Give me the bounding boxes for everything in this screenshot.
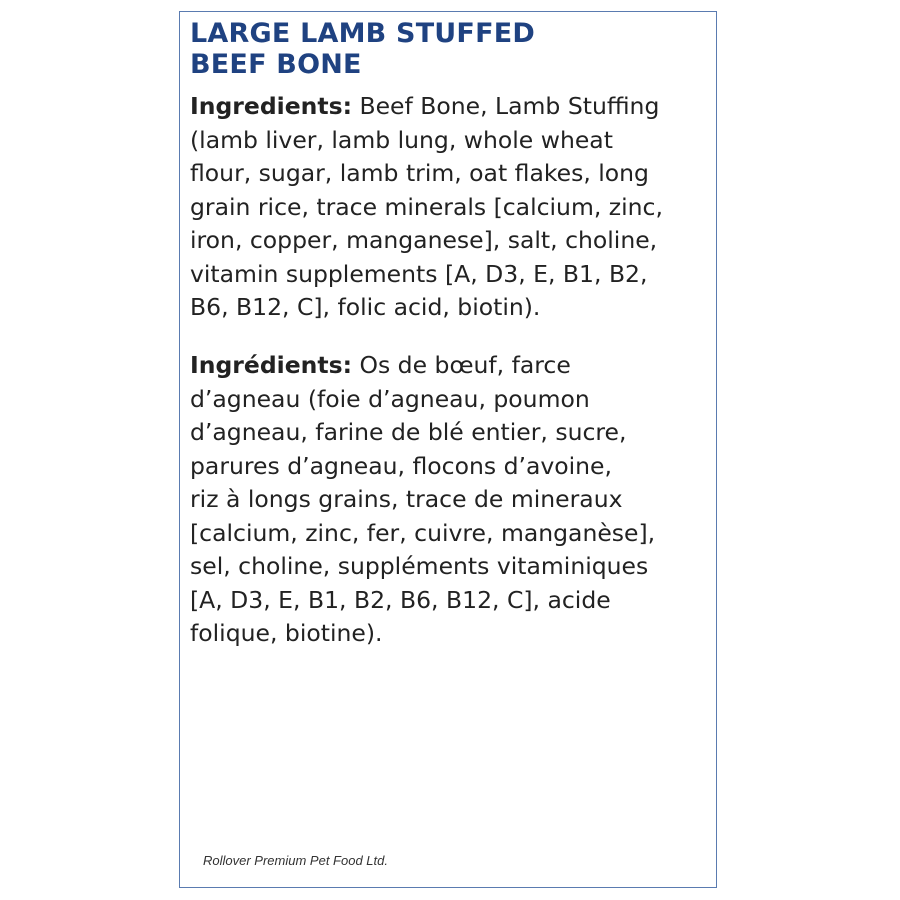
ingredients-fr-line: [A, D3, E, B1, B2, B6, B12, C], acide — [190, 585, 611, 614]
ingredients-fr-line: riz à longs grains, trace de mineraux — [190, 485, 623, 513]
ingredients-en-line: B6, B12, C], folic acid, biotin). — [190, 293, 541, 321]
ingredients-en-line — [190, 90, 712, 124]
ingredients-fr-line — [190, 349, 712, 383]
ingredients-fr-line: folique, biotine). — [190, 619, 383, 647]
product-title — [190, 18, 535, 80]
ingredients-en-line: iron, copper, manganese], salt, choline, — [190, 226, 658, 254]
ingredients-english — [190, 90, 712, 325]
ingredients-en-line: grain rice, trace minerals [calcium, zinc, — [190, 192, 663, 221]
ingredients-french — [190, 349, 712, 651]
ingredients-en-line: vitamin supplements [A, D3, E, B1, B2, — [190, 259, 648, 288]
ingredients-fr-line: d’agneau (foie d’agneau, poumon — [190, 384, 590, 413]
ingredient-label-card — [179, 11, 717, 888]
ingredients-fr-line: d’agneau, farine de blé entier, sucre, — [190, 418, 627, 446]
ingredients-en-line: flour, sugar, lamb trim, oat flakes, long — [190, 159, 649, 187]
ingredients-fr-heading: Ingrédients: — [190, 351, 352, 379]
company-footer: Rollover Premium Pet Food Ltd. — [203, 853, 388, 868]
ingredients-fr-line: sel, choline, suppléments vitaminiques — [190, 552, 649, 580]
product-title-line-1: LARGE LAMB STUFFED — [190, 18, 535, 49]
ingredients-en-heading: Ingredients: — [190, 92, 352, 120]
ingredients-en-text: Beef Bone, Lamb Stuffing — [352, 92, 660, 120]
ingredients-en-line: (lamb liver, lamb lung, whole wheat — [190, 125, 613, 154]
ingredients-fr-line: parures d’agneau, flocons d’avoine, — [190, 451, 612, 480]
ingredients-fr-text: Os de bœuf, farce — [352, 351, 571, 379]
ingredients-fr-line: [calcium, zinc, fer, cuivre, manganèse], — [190, 518, 656, 547]
product-title-line-2: BEEF BONE — [190, 49, 362, 80]
